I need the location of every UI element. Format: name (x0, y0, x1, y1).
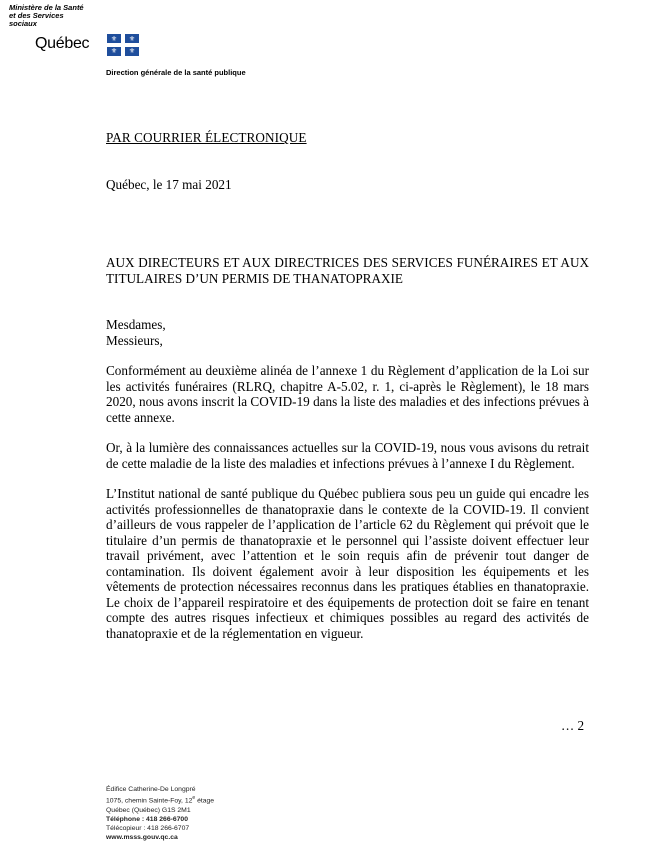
quebec-flag-icon (107, 34, 139, 56)
footer-fax: Télécopieur : 418 266-6707 (106, 825, 190, 833)
paragraph-1: Conformément au deuxième alinéa de l’annexe 1 du Règlement d’application de la Loi sur les activités funéraires (RLRQ, chapitre A-5.02, r. 1, ci-après le Règlement), le 18 mars 2020, nous avons inscrit la COVID-19 dans la liste des maladies et des infections prévues à cette annexe. (106, 363, 589, 425)
fleur-de-lys-icon: ⚜ (128, 47, 136, 55)
paragraph-2: Or, à la lumière des connaissances actuelles sur la COVID-19, nous vous avisons du retrait de cette maladie de la liste des maladies et infections prévues à l’annexe I du Règlement. (106, 440, 589, 471)
delivery-method: PAR COURRIER ÉLECTRONIQUE (106, 130, 307, 145)
ministry-line-3: sociaux (9, 19, 37, 28)
fleur-de-lys-icon: ⚜ (110, 47, 118, 55)
ministry-name (9, 4, 99, 28)
footer-city: Québec (Québec) G1S 2M1 (106, 806, 191, 814)
fleur-de-lys-icon: ⚜ (110, 35, 118, 43)
salutation-line-1: Mesdames, (106, 317, 166, 332)
fleur-de-lys-icon: ⚜ (128, 35, 136, 43)
letter-date: Québec, le 17 mai 2021 (106, 177, 232, 192)
footer-phone: Téléphone : 418 266-6700 (106, 815, 188, 823)
ministry-line-2: et des Services (9, 11, 64, 20)
addressee: AUX DIRECTEURS ET AUX DIRECTRICES DES SERVICES FUNÉRAIRES ET AUX TITULAIRES D’UN PERMIS DE THANATOPRAXIE (106, 255, 589, 286)
footer-website-link[interactable]: www.msss.gouv.qc.ca (106, 834, 178, 842)
salutation-line-2: Messieurs, (106, 332, 163, 348)
footer-street: 1075, chemin Sainte-Foy, 12e étage (106, 795, 215, 805)
salutation (106, 317, 166, 348)
quebec-wordmark: Québec (35, 35, 90, 52)
footer-building: Édifice Catherine-De Longpré (106, 786, 196, 793)
direction-name: Direction générale de la santé publique (106, 68, 246, 77)
paragraph-3: L’Institut national de santé publique du Québec publiera sous peu un guide qui encadre les activités professionnelles de thanatopraxie dans le contexte de la COVID-19. Il convient d’ailleurs de vous rappeler de l’application de l’article 62 du Règlement qui prévoit que le titulaire d’un permis de thanatopraxie et le personnel qui l’assiste doivent effectuer leur travail privément, avec l’attention et le soin requis afin de prévenir tout danger de contamination. Ils doivent également avoir à leur disposition les équipements et les vêtements de protection nécessaires reconnus dans les pratiques établies en thanatopraxie. Le choix de l’appareil respiratoire et des équipements de protection doit se faire en tenant compte des autres risques infectieux et chimiques possibles au regard des activités de thanatopraxie et de la réglementation en vigueur. (106, 486, 589, 641)
page-continuation: … 2 (561, 718, 585, 733)
ministry-line-1: Ministère de la Santé (9, 3, 84, 12)
footer-address (106, 785, 214, 842)
